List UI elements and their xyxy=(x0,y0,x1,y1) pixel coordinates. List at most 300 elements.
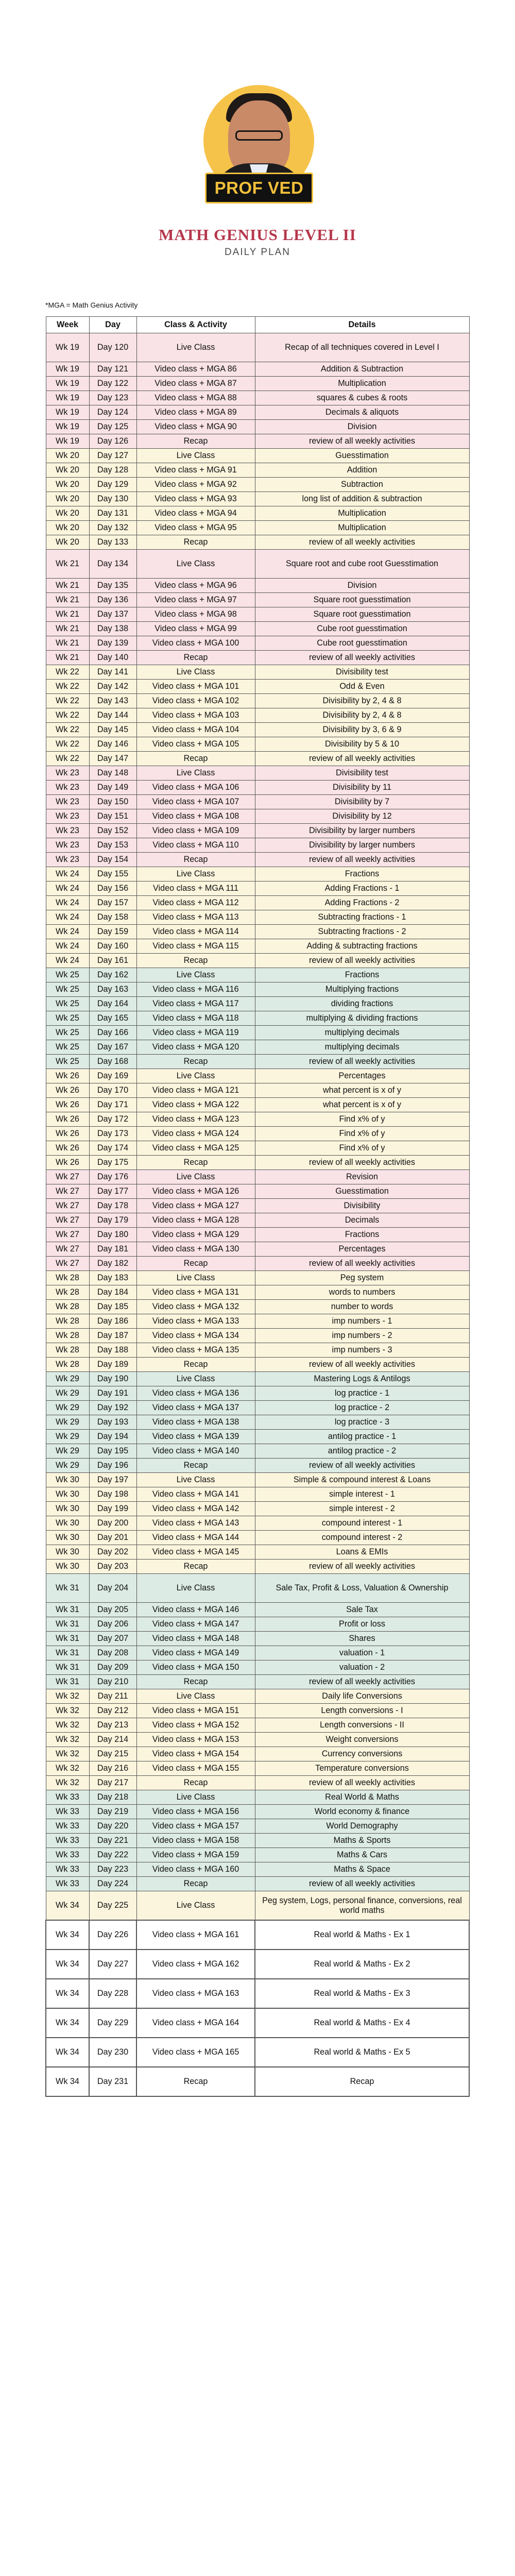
table-cell-day: Day 127 xyxy=(89,449,136,463)
table-cell-activity: Video class + MGA 108 xyxy=(136,809,255,824)
table-cell-details: Real world & Maths - Ex 1 xyxy=(255,1920,469,1950)
table-cell-day: Day 221 xyxy=(89,1834,136,1848)
table-cell-activity: Recap xyxy=(136,2067,255,2096)
table-cell-week: Wk 22 xyxy=(46,752,89,766)
table-cell-activity: Video class + MGA 97 xyxy=(136,593,255,607)
table-row xyxy=(46,1285,469,1300)
table-cell-activity: Video class + MGA 105 xyxy=(136,737,255,752)
table-cell-details: simple interest - 2 xyxy=(255,1502,469,1516)
table-row xyxy=(46,968,469,982)
table-cell-week: Wk 26 xyxy=(46,1156,89,1170)
table-cell-week: Wk 22 xyxy=(46,665,89,680)
table-row xyxy=(46,1689,469,1704)
table-row xyxy=(46,1257,469,1271)
table-row xyxy=(46,997,469,1011)
table-cell-week: Wk 20 xyxy=(46,449,89,463)
table-cell-week: Wk 28 xyxy=(46,1329,89,1343)
table-cell-day: Day 164 xyxy=(89,997,136,1011)
table-cell-activity: Video class + MGA 133 xyxy=(136,1314,255,1329)
table-cell-week: Wk 27 xyxy=(46,1242,89,1257)
table-row xyxy=(46,2067,469,2096)
table-cell-day: Day 133 xyxy=(89,535,136,550)
table-cell-details: review of all weekly activities xyxy=(255,954,469,968)
table-row xyxy=(46,925,469,939)
table-cell-details: review of all weekly activities xyxy=(255,1257,469,1271)
table-cell-activity: Video class + MGA 90 xyxy=(136,420,255,434)
table-cell-day: Day 177 xyxy=(89,1184,136,1199)
table-cell-day: Day 187 xyxy=(89,1329,136,1343)
table-row xyxy=(46,1040,469,1055)
table-cell-day: Day 132 xyxy=(89,521,136,535)
table-cell-details: Adding Fractions - 1 xyxy=(255,882,469,896)
table-row xyxy=(46,1632,469,1646)
table-cell-day: Day 157 xyxy=(89,896,136,910)
table-cell-activity: Video class + MGA 94 xyxy=(136,506,255,521)
table-cell-week: Wk 31 xyxy=(46,1574,89,1603)
table-row xyxy=(46,766,469,781)
table-cell-day: Day 224 xyxy=(89,1877,136,1891)
table-cell-week: Wk 28 xyxy=(46,1358,89,1372)
table-cell-activity: Video class + MGA 163 xyxy=(136,1979,255,2008)
table-cell-day: Day 135 xyxy=(89,579,136,593)
table-cell-week: Wk 22 xyxy=(46,680,89,694)
table-cell-day: Day 217 xyxy=(89,1776,136,1790)
table-cell-details: antilog practice - 1 xyxy=(255,1430,469,1444)
table-cell-details: Adding & subtracting fractions xyxy=(255,939,469,954)
table-cell-day: Day 190 xyxy=(89,1372,136,1386)
table-cell-activity: Live Class xyxy=(136,1170,255,1184)
table-cell-day: Day 123 xyxy=(89,391,136,405)
table-cell-details: number to words xyxy=(255,1300,469,1314)
table-cell-activity: Video class + MGA 122 xyxy=(136,1098,255,1112)
table-cell-day: Day 208 xyxy=(89,1646,136,1660)
table-cell-week: Wk 23 xyxy=(46,824,89,838)
table-cell-week: Wk 29 xyxy=(46,1430,89,1444)
table-cell-week: Wk 26 xyxy=(46,1112,89,1127)
table-row xyxy=(46,1790,469,1805)
table-cell-day: Day 204 xyxy=(89,1574,136,1603)
table-cell-week: Wk 25 xyxy=(46,982,89,997)
table-cell-day: Day 124 xyxy=(89,405,136,420)
table-cell-details: Multiplication xyxy=(255,377,469,391)
table-cell-details: Divisibility test xyxy=(255,766,469,781)
table-row xyxy=(46,1473,469,1487)
table-cell-week: Wk 25 xyxy=(46,997,89,1011)
table-cell-activity: Live Class xyxy=(136,550,255,579)
table-cell-week: Wk 21 xyxy=(46,579,89,593)
table-cell-activity: Video class + MGA 145 xyxy=(136,1545,255,1560)
table-row xyxy=(46,622,469,636)
table-cell-week: Wk 29 xyxy=(46,1459,89,1473)
table-cell-activity: Video class + MGA 142 xyxy=(136,1502,255,1516)
table-cell-activity: Video class + MGA 101 xyxy=(136,680,255,694)
table-cell-day: Day 122 xyxy=(89,377,136,391)
table-cell-week: Wk 24 xyxy=(46,867,89,882)
table-row xyxy=(46,535,469,550)
table-cell-details: review of all weekly activities xyxy=(255,434,469,449)
table-cell-week: Wk 33 xyxy=(46,1862,89,1877)
table-cell-day: Day 231 xyxy=(89,2067,136,2096)
table-cell-week: Wk 31 xyxy=(46,1603,89,1617)
table-cell-activity: Video class + MGA 111 xyxy=(136,882,255,896)
table-cell-week: Wk 27 xyxy=(46,1257,89,1271)
page-title: MATH GENIUS LEVEL II xyxy=(159,226,356,244)
table-cell-activity: Video class + MGA 148 xyxy=(136,1632,255,1646)
table-row xyxy=(46,1156,469,1170)
table-cell-activity: Video class + MGA 154 xyxy=(136,1747,255,1761)
table-cell-day: Day 168 xyxy=(89,1055,136,1069)
table-row xyxy=(46,1011,469,1026)
table-row xyxy=(46,521,469,535)
table-row xyxy=(46,1069,469,1083)
table-cell-details: Square root and cube root Guesstimation xyxy=(255,550,469,579)
table-row xyxy=(46,1199,469,1213)
table-row xyxy=(46,737,469,752)
table-cell-activity: Live Class xyxy=(136,1689,255,1704)
table-cell-day: Day 154 xyxy=(89,853,136,867)
table-cell-activity: Video class + MGA 109 xyxy=(136,824,255,838)
table-cell-week: Wk 27 xyxy=(46,1213,89,1228)
table-cell-week: Wk 26 xyxy=(46,1127,89,1141)
table-row xyxy=(46,982,469,997)
table-cell-day: Day 197 xyxy=(89,1473,136,1487)
table-row xyxy=(46,1314,469,1329)
table-row xyxy=(46,1574,469,1603)
table-cell-day: Day 193 xyxy=(89,1415,136,1430)
table-cell-week: Wk 23 xyxy=(46,853,89,867)
table-row xyxy=(46,1098,469,1112)
table-row xyxy=(46,1184,469,1199)
table-cell-details: Subtracting fractions - 1 xyxy=(255,910,469,925)
table-cell-day: Day 192 xyxy=(89,1401,136,1415)
table-row xyxy=(46,1271,469,1285)
table-row xyxy=(46,434,469,449)
table-row xyxy=(46,1127,469,1141)
table-cell-week: Wk 20 xyxy=(46,521,89,535)
table-cell-activity: Live Class xyxy=(136,1790,255,1805)
table-row xyxy=(46,824,469,838)
table-cell-day: Day 212 xyxy=(89,1704,136,1718)
table-cell-day: Day 120 xyxy=(89,333,136,362)
table-cell-activity: Video class + MGA 91 xyxy=(136,463,255,478)
table-row xyxy=(46,1848,469,1862)
table-cell-activity: Live Class xyxy=(136,1069,255,1083)
table-cell-week: Wk 34 xyxy=(46,2008,89,2038)
table-cell-activity: Video class + MGA 136 xyxy=(136,1386,255,1401)
table-cell-week: Wk 20 xyxy=(46,535,89,550)
table-row xyxy=(46,665,469,680)
table-cell-week: Wk 22 xyxy=(46,708,89,723)
table-cell-day: Day 125 xyxy=(89,420,136,434)
table-cell-activity: Video class + MGA 120 xyxy=(136,1040,255,1055)
table-cell-activity: Video class + MGA 106 xyxy=(136,781,255,795)
column-details: Details xyxy=(255,317,469,333)
table-cell-details: Guesstimation xyxy=(255,449,469,463)
table-cell-week: Wk 22 xyxy=(46,694,89,708)
table-row xyxy=(46,1487,469,1502)
table-row xyxy=(46,579,469,593)
table-cell-activity: Video class + MGA 112 xyxy=(136,896,255,910)
table-cell-week: Wk 33 xyxy=(46,1834,89,1848)
table-cell-activity: Video class + MGA 102 xyxy=(136,694,255,708)
table-cell-activity: Live Class xyxy=(136,449,255,463)
table-cell-activity: Recap xyxy=(136,1877,255,1891)
table-cell-week: Wk 19 xyxy=(46,420,89,434)
table-cell-week: Wk 29 xyxy=(46,1415,89,1430)
table-cell-day: Day 151 xyxy=(89,809,136,824)
table-cell-activity: Video class + MGA 134 xyxy=(136,1329,255,1343)
table-cell-details: Division xyxy=(255,579,469,593)
table-cell-week: Wk 22 xyxy=(46,723,89,737)
table-row xyxy=(46,1560,469,1574)
table-cell-week: Wk 26 xyxy=(46,1141,89,1156)
table-row xyxy=(46,882,469,896)
table-cell-week: Wk 23 xyxy=(46,781,89,795)
table-cell-details: Fractions xyxy=(255,968,469,982)
table-cell-week: Wk 32 xyxy=(46,1776,89,1790)
table-cell-week: Wk 28 xyxy=(46,1271,89,1285)
table-cell-details: Simple & compound interest & Loans xyxy=(255,1473,469,1487)
table-cell-day: Day 162 xyxy=(89,968,136,982)
table-cell-week: Wk 31 xyxy=(46,1632,89,1646)
table-cell-activity: Live Class xyxy=(136,1891,255,1921)
table-cell-day: Day 121 xyxy=(89,362,136,377)
table-row xyxy=(46,1531,469,1545)
table-cell-day: Day 134 xyxy=(89,550,136,579)
table-cell-week: Wk 26 xyxy=(46,1098,89,1112)
table-cell-week: Wk 27 xyxy=(46,1228,89,1242)
table-cell-details: Profit or loss xyxy=(255,1617,469,1632)
table-cell-details: Square root guesstimation xyxy=(255,607,469,622)
table-row xyxy=(46,809,469,824)
table-cell-week: Wk 19 xyxy=(46,405,89,420)
table-cell-activity: Recap xyxy=(136,1776,255,1790)
table-cell-week: Wk 29 xyxy=(46,1386,89,1401)
table-row xyxy=(46,1242,469,1257)
table-cell-day: Day 207 xyxy=(89,1632,136,1646)
table-cell-details: Mastering Logs & Antilogs xyxy=(255,1372,469,1386)
table-cell-week: Wk 21 xyxy=(46,636,89,651)
table-row xyxy=(46,795,469,809)
table-cell-activity: Video class + MGA 137 xyxy=(136,1401,255,1415)
table-row xyxy=(46,1459,469,1473)
table-cell-week: Wk 31 xyxy=(46,1675,89,1689)
table-cell-activity: Video class + MGA 135 xyxy=(136,1343,255,1358)
table-cell-day: Day 211 xyxy=(89,1689,136,1704)
table-cell-day: Day 160 xyxy=(89,939,136,954)
table-row xyxy=(46,1862,469,1877)
table-cell-week: Wk 25 xyxy=(46,1040,89,1055)
table-cell-day: Day 172 xyxy=(89,1112,136,1127)
table-cell-day: Day 188 xyxy=(89,1343,136,1358)
table-cell-activity: Video class + MGA 150 xyxy=(136,1660,255,1675)
table-cell-day: Day 183 xyxy=(89,1271,136,1285)
table-cell-activity: Video class + MGA 130 xyxy=(136,1242,255,1257)
table-cell-day: Day 152 xyxy=(89,824,136,838)
table-cell-details: Find x% of y xyxy=(255,1112,469,1127)
table-cell-activity: Recap xyxy=(136,651,255,665)
table-cell-activity: Video class + MGA 129 xyxy=(136,1228,255,1242)
table-cell-week: Wk 21 xyxy=(46,593,89,607)
table-row xyxy=(46,1747,469,1761)
table-row xyxy=(46,1545,469,1560)
table-cell-day: Day 126 xyxy=(89,434,136,449)
table-cell-activity: Video class + MGA 126 xyxy=(136,1184,255,1199)
table-cell-details: Fractions xyxy=(255,1228,469,1242)
table-cell-activity: Video class + MGA 141 xyxy=(136,1487,255,1502)
table-cell-day: Day 200 xyxy=(89,1516,136,1531)
table-cell-activity: Video class + MGA 114 xyxy=(136,925,255,939)
table-cell-activity: Video class + MGA 103 xyxy=(136,708,255,723)
table-cell-day: Day 178 xyxy=(89,1199,136,1213)
table-row xyxy=(46,492,469,506)
table-row xyxy=(46,1675,469,1689)
table-cell-week: Wk 21 xyxy=(46,622,89,636)
table-cell-activity: Recap xyxy=(136,434,255,449)
table-cell-week: Wk 32 xyxy=(46,1689,89,1704)
table-cell-details: valuation - 1 xyxy=(255,1646,469,1660)
table-cell-day: Day 170 xyxy=(89,1083,136,1098)
table-row xyxy=(46,680,469,694)
table-cell-activity: Recap xyxy=(136,752,255,766)
table-cell-week: Wk 23 xyxy=(46,766,89,781)
table-cell-activity: Video class + MGA 144 xyxy=(136,1531,255,1545)
table-cell-details: Divisibility by 7 xyxy=(255,795,469,809)
table-cell-day: Day 196 xyxy=(89,1459,136,1473)
table-cell-day: Day 227 xyxy=(89,1950,136,1979)
table-cell-week: Wk 27 xyxy=(46,1170,89,1184)
table-cell-details: Square root guesstimation xyxy=(255,593,469,607)
table-cell-activity: Video class + MGA 115 xyxy=(136,939,255,954)
table-cell-details: Maths & Space xyxy=(255,1862,469,1877)
table-cell-week: Wk 28 xyxy=(46,1343,89,1358)
table-row xyxy=(46,1950,469,1979)
table-cell-day: Day 182 xyxy=(89,1257,136,1271)
table-cell-day: Day 144 xyxy=(89,708,136,723)
table-row xyxy=(46,838,469,853)
table-cell-week: Wk 34 xyxy=(46,2067,89,2096)
table-row xyxy=(46,1083,469,1098)
table-cell-week: Wk 26 xyxy=(46,1069,89,1083)
table-cell-day: Day 139 xyxy=(89,636,136,651)
glasses-icon xyxy=(235,130,283,141)
table-row xyxy=(46,1761,469,1776)
table-cell-activity: Video class + MGA 157 xyxy=(136,1819,255,1834)
table-row xyxy=(46,1386,469,1401)
table-cell-week: Wk 27 xyxy=(46,1199,89,1213)
table-cell-week: Wk 31 xyxy=(46,1617,89,1632)
table-row xyxy=(46,1213,469,1228)
table-cell-details: Multiplication xyxy=(255,506,469,521)
table-cell-details: Peg system xyxy=(255,1271,469,1285)
table-cell-week: Wk 33 xyxy=(46,1877,89,1891)
table-cell-week: Wk 25 xyxy=(46,968,89,982)
table-cell-details: Guesstimation xyxy=(255,1184,469,1199)
table-cell-details: what percent is x of y xyxy=(255,1083,469,1098)
table-cell-week: Wk 23 xyxy=(46,838,89,853)
table-cell-activity: Video class + MGA 123 xyxy=(136,1112,255,1127)
daily-plan-table xyxy=(45,316,470,2097)
table-row xyxy=(46,708,469,723)
table-row xyxy=(46,463,469,478)
table-cell-week: Wk 23 xyxy=(46,809,89,824)
table-cell-day: Day 165 xyxy=(89,1011,136,1026)
table-cell-details: Find x% of y xyxy=(255,1127,469,1141)
table-cell-activity: Video class + MGA 127 xyxy=(136,1199,255,1213)
table-cell-day: Day 137 xyxy=(89,607,136,622)
table-row xyxy=(46,1141,469,1156)
table-cell-details: Daily life Conversions xyxy=(255,1689,469,1704)
table-cell-details: Length conversions - II xyxy=(255,1718,469,1733)
table-cell-activity: Video class + MGA 86 xyxy=(136,362,255,377)
table-cell-day: Day 166 xyxy=(89,1026,136,1040)
table-cell-activity: Video class + MGA 164 xyxy=(136,2008,255,2038)
table-cell-details: Cube root guesstimation xyxy=(255,622,469,636)
table-cell-details: dividing fractions xyxy=(255,997,469,1011)
table-cell-week: Wk 19 xyxy=(46,333,89,362)
table-cell-details: Percentages xyxy=(255,1069,469,1083)
table-cell-week: Wk 20 xyxy=(46,463,89,478)
table-cell-week: Wk 32 xyxy=(46,1718,89,1733)
table-cell-activity: Video class + MGA 100 xyxy=(136,636,255,651)
table-cell-week: Wk 32 xyxy=(46,1747,89,1761)
table-cell-activity: Video class + MGA 138 xyxy=(136,1415,255,1430)
table-cell-day: Day 230 xyxy=(89,2038,136,2067)
table-row xyxy=(46,449,469,463)
table-cell-week: Wk 21 xyxy=(46,607,89,622)
table-row xyxy=(46,1877,469,1891)
table-row xyxy=(46,1329,469,1343)
table-cell-day: Day 147 xyxy=(89,752,136,766)
table-cell-day: Day 138 xyxy=(89,622,136,636)
table-header-row xyxy=(46,317,469,333)
table-cell-week: Wk 24 xyxy=(46,910,89,925)
table-cell-week: Wk 30 xyxy=(46,1502,89,1516)
table-cell-details: Recap xyxy=(255,2067,469,2096)
table-cell-week: Wk 24 xyxy=(46,896,89,910)
table-row xyxy=(46,1733,469,1747)
table-cell-day: Day 218 xyxy=(89,1790,136,1805)
table-cell-activity: Live Class xyxy=(136,867,255,882)
table-cell-activity: Video class + MGA 162 xyxy=(136,1950,255,1979)
table-cell-details: review of all weekly activities xyxy=(255,752,469,766)
table-cell-day: Day 156 xyxy=(89,882,136,896)
table-cell-day: Day 225 xyxy=(89,1891,136,1921)
table-cell-day: Day 223 xyxy=(89,1862,136,1877)
table-row xyxy=(46,1776,469,1790)
table-cell-details: Decimals xyxy=(255,1213,469,1228)
table-cell-activity: Video class + MGA 117 xyxy=(136,997,255,1011)
table-cell-activity: Video class + MGA 113 xyxy=(136,910,255,925)
table-cell-day: Day 226 xyxy=(89,1920,136,1950)
table-cell-week: Wk 26 xyxy=(46,1083,89,1098)
table-cell-activity: Video class + MGA 131 xyxy=(136,1285,255,1300)
table-cell-activity: Video class + MGA 143 xyxy=(136,1516,255,1531)
table-row xyxy=(46,391,469,405)
table-cell-week: Wk 24 xyxy=(46,939,89,954)
table-cell-day: Day 215 xyxy=(89,1747,136,1761)
table-cell-week: Wk 28 xyxy=(46,1300,89,1314)
table-cell-activity: Live Class xyxy=(136,766,255,781)
table-cell-activity: Video class + MGA 124 xyxy=(136,1127,255,1141)
table-cell-week: Wk 25 xyxy=(46,1026,89,1040)
table-row xyxy=(46,1660,469,1675)
table-cell-activity: Video class + MGA 165 xyxy=(136,2038,255,2067)
table-cell-activity: Recap xyxy=(136,1675,255,1689)
table-cell-day: Day 155 xyxy=(89,867,136,882)
table-cell-details: multiplying & dividing fractions xyxy=(255,1011,469,1026)
table-row xyxy=(46,362,469,377)
